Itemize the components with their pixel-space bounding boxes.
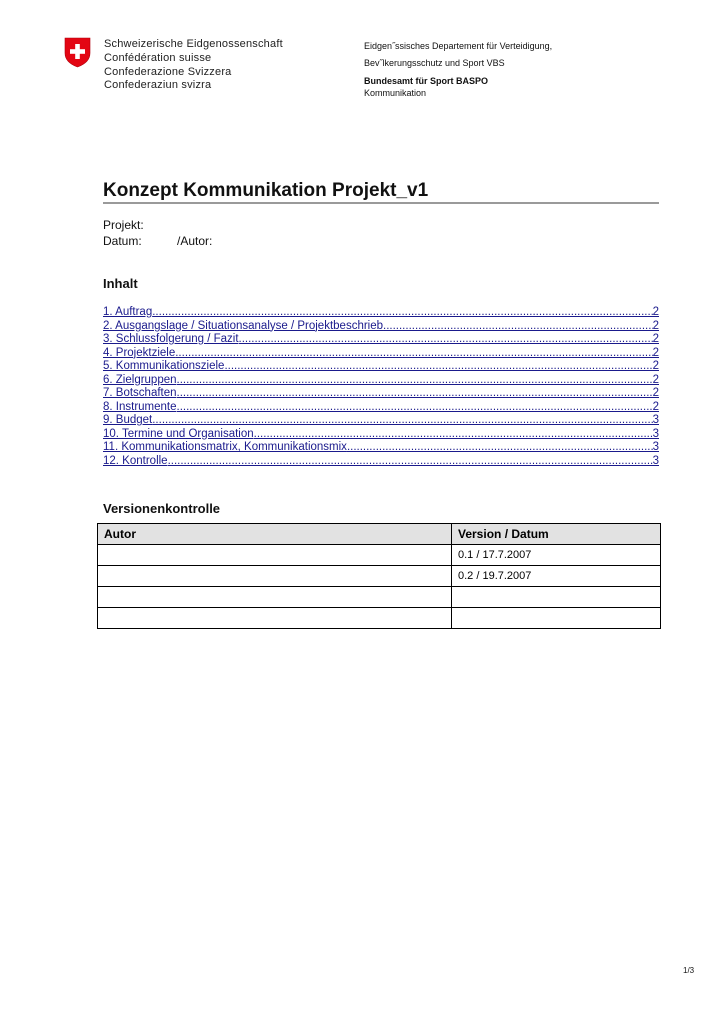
- title-divider: [103, 202, 659, 204]
- table-of-contents: [103, 306, 659, 468]
- toc-leader-dots: [254, 428, 653, 442]
- toc-leader-dots: [152, 414, 652, 428]
- document-title: Konzept Kommunikation Projekt_v1: [103, 180, 429, 201]
- toc-entry-page: 2: [652, 319, 659, 332]
- toc-entry-page: 2: [652, 360, 659, 372]
- toc-entry[interactable]: [103, 428, 659, 442]
- version-datum-cell: [452, 608, 661, 629]
- toc-entry[interactable]: [103, 414, 659, 428]
- table-row: [98, 587, 661, 608]
- version-datum-cell: [452, 587, 661, 608]
- versions-heading: Versionenkontrolle: [103, 501, 221, 516]
- toc-entry-page: 3: [652, 441, 659, 453]
- toc-entry-label: 2. Ausgangslage / Situationsanalyse / Projektbeschrieb: [103, 319, 384, 332]
- column-header-version-datum: Version / Datum: [452, 524, 661, 545]
- toc-entry-label: 11. Kommunikationsmatrix, Kommunikationsmix: [103, 441, 347, 453]
- toc-entry-label: 6. Zielgruppen: [103, 373, 177, 386]
- toc-entry-label: 8. Instrumente: [103, 400, 177, 413]
- toc-leader-dots: [177, 374, 653, 388]
- version-table: [97, 523, 661, 629]
- toc-entry-page: 2: [652, 387, 659, 399]
- toc-entry-page: 3: [652, 427, 659, 440]
- toc-entry-page: 3: [652, 414, 659, 426]
- version-datum-cell: 0.2 / 19.7.2007: [452, 566, 661, 587]
- toc-entry[interactable]: [103, 455, 659, 469]
- toc-entry[interactable]: [103, 441, 659, 455]
- unit-name: Kommunikation: [364, 88, 427, 98]
- column-header-autor: Autor: [98, 524, 452, 545]
- toc-entry[interactable]: [103, 387, 659, 401]
- toc-entry[interactable]: [103, 306, 659, 320]
- toc-leader-dots: [224, 360, 652, 374]
- toc-entry-label: 4. Projektziele: [103, 346, 176, 359]
- autor-cell: [98, 587, 452, 608]
- toc-entry[interactable]: [103, 360, 659, 374]
- toc-leader-dots: [177, 387, 653, 401]
- department-line-1: Eidgen˝ssisches Departement für Verteidigung,: [364, 41, 553, 51]
- toc-entry-label: 10. Termine und Organisation: [103, 427, 254, 440]
- toc-entry[interactable]: [103, 374, 659, 388]
- swiss-coat-of-arms-icon: [64, 37, 91, 68]
- toc-entry-label: 1. Auftrag: [103, 306, 153, 318]
- projekt-label: Projekt:: [103, 218, 144, 232]
- table-row: [98, 608, 661, 629]
- toc-leader-dots: [383, 320, 653, 334]
- toc-leader-dots: [347, 441, 653, 455]
- confederation-name-fr: Confédération suisse: [104, 52, 212, 64]
- toc-entry-label: 9. Budget: [103, 414, 153, 426]
- toc-entry-page: 2: [652, 346, 659, 359]
- toc-entry-page: 2: [652, 373, 659, 386]
- confederation-name-rm: Confederaziun svizra: [104, 79, 212, 91]
- datum-label: Datum:: [103, 234, 142, 248]
- toc-entry[interactable]: [103, 333, 659, 347]
- toc-entry-label: 7. Botschaften: [103, 387, 177, 399]
- department-line-2: Bev˝lkerungsschutz und Sport VBS: [364, 58, 505, 68]
- toc-entry-page: 2: [652, 306, 659, 318]
- toc-leader-dots: [239, 333, 653, 347]
- autor-cell: [98, 608, 452, 629]
- autor-cell: [98, 545, 452, 566]
- toc-entry-page: 2: [652, 400, 659, 413]
- toc-entry[interactable]: [103, 320, 659, 334]
- version-datum-cell: 0.1 / 17.7.2007: [452, 545, 661, 566]
- confederation-name-de: Schweizerische Eidgenossenschaft: [104, 38, 283, 50]
- toc-entry-page: 2: [652, 333, 659, 345]
- toc-entry-page: 3: [652, 454, 659, 467]
- table-row: [98, 545, 661, 566]
- page-number: 1/3: [683, 966, 695, 975]
- toc-entry[interactable]: [103, 347, 659, 361]
- version-table-header-row: [98, 524, 661, 545]
- toc-leader-dots: [177, 401, 653, 415]
- office-name: Bundesamt für Sport BASPO: [364, 76, 489, 86]
- autor-cell: [98, 566, 452, 587]
- toc-leader-dots: [175, 347, 652, 361]
- confederation-name-it: Confederazione Svizzera: [104, 66, 232, 78]
- autor-label: /Autor:: [177, 234, 213, 248]
- toc-entry[interactable]: [103, 401, 659, 415]
- toc-entry-label: 12. Kontrolle: [103, 454, 168, 467]
- toc-entry-label: 5. Kommunikationsziele: [103, 360, 225, 372]
- toc-leader-dots: [152, 306, 652, 320]
- toc-heading: Inhalt: [103, 276, 138, 291]
- table-row: [98, 566, 661, 587]
- toc-leader-dots: [168, 455, 653, 469]
- toc-entry-label: 3. Schlussfolgerung / Fazit: [103, 333, 239, 345]
